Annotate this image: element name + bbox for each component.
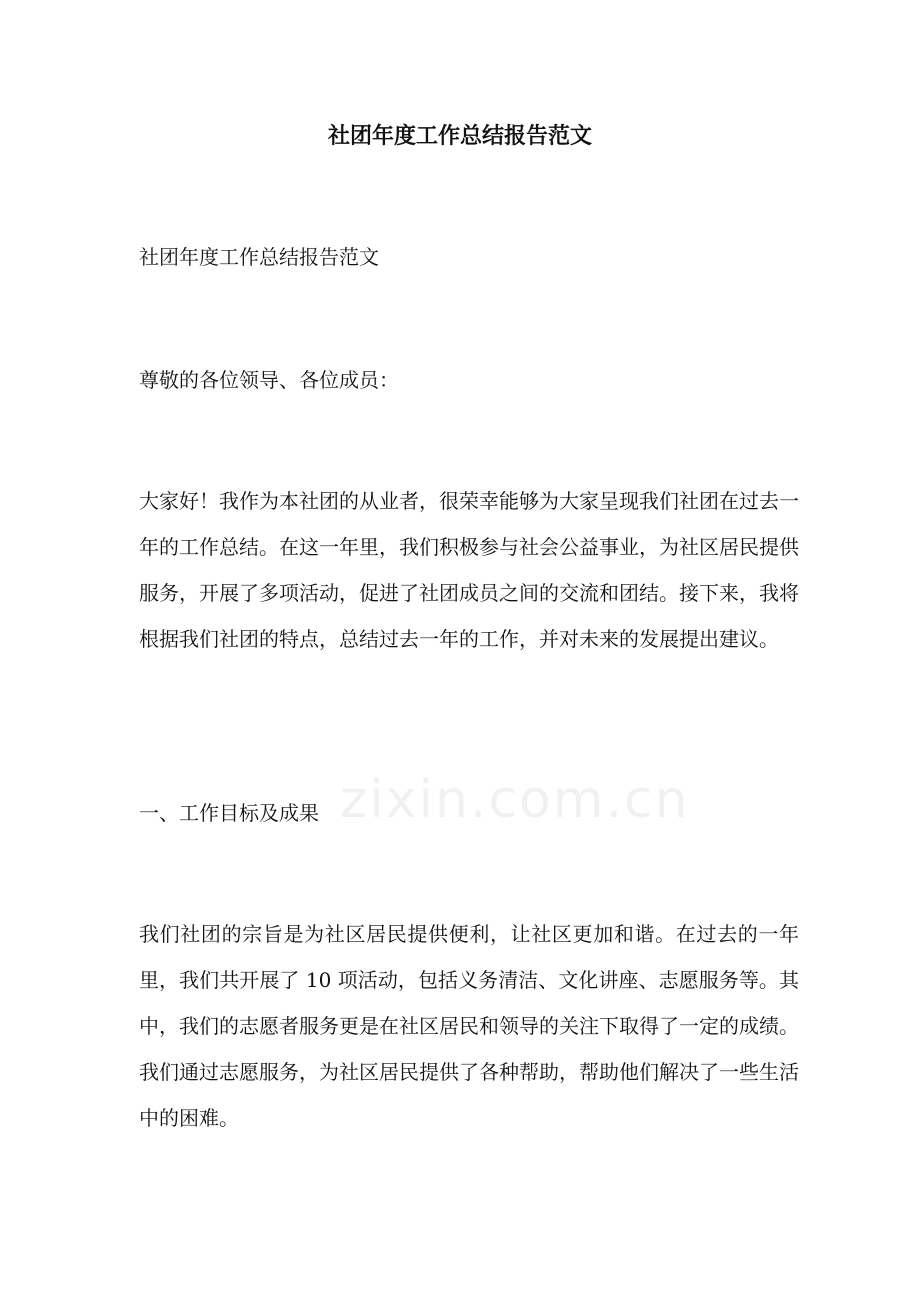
section-heading-goals: 一、工作目标及成果 xyxy=(139,801,319,825)
document-title: 社团年度工作总结报告范文 xyxy=(327,123,592,149)
greeting-paragraph: 尊敬的各位领导、各位成员： xyxy=(139,368,399,392)
section-body-goals: 我们社团的宗旨是为社区居民提供便利，让社区更加和谐。在过去的一年里，我们共开展了 10 项活动，包括义务清洁、文化讲座、志愿服务等。其中，我们的志愿者服务更是在社区居民和领导的关注下取得了一定的成绩。我们通过志愿服务，为社区居民提供了各种帮助，帮助他们解决了一些生活中的困难。 xyxy=(139,922,799,1130)
intro-paragraph: 大家好！我作为本社团的从业者，很荣幸能够为大家呈现我们社团在过去一年的工作总结。在这一年里，我们积极参与社会公益事业，为社区居民提供服务，开展了多项活动，促进了社团成员之间的交流和团结。接下来，我将根据我们社团的特点，总结过去一年的工作，并对未来的发展提出建议。 xyxy=(139,489,799,651)
watermark-text: zixin.com.cn xyxy=(340,770,690,830)
document-subtitle: 社团年度工作总结报告范文 xyxy=(139,245,379,269)
